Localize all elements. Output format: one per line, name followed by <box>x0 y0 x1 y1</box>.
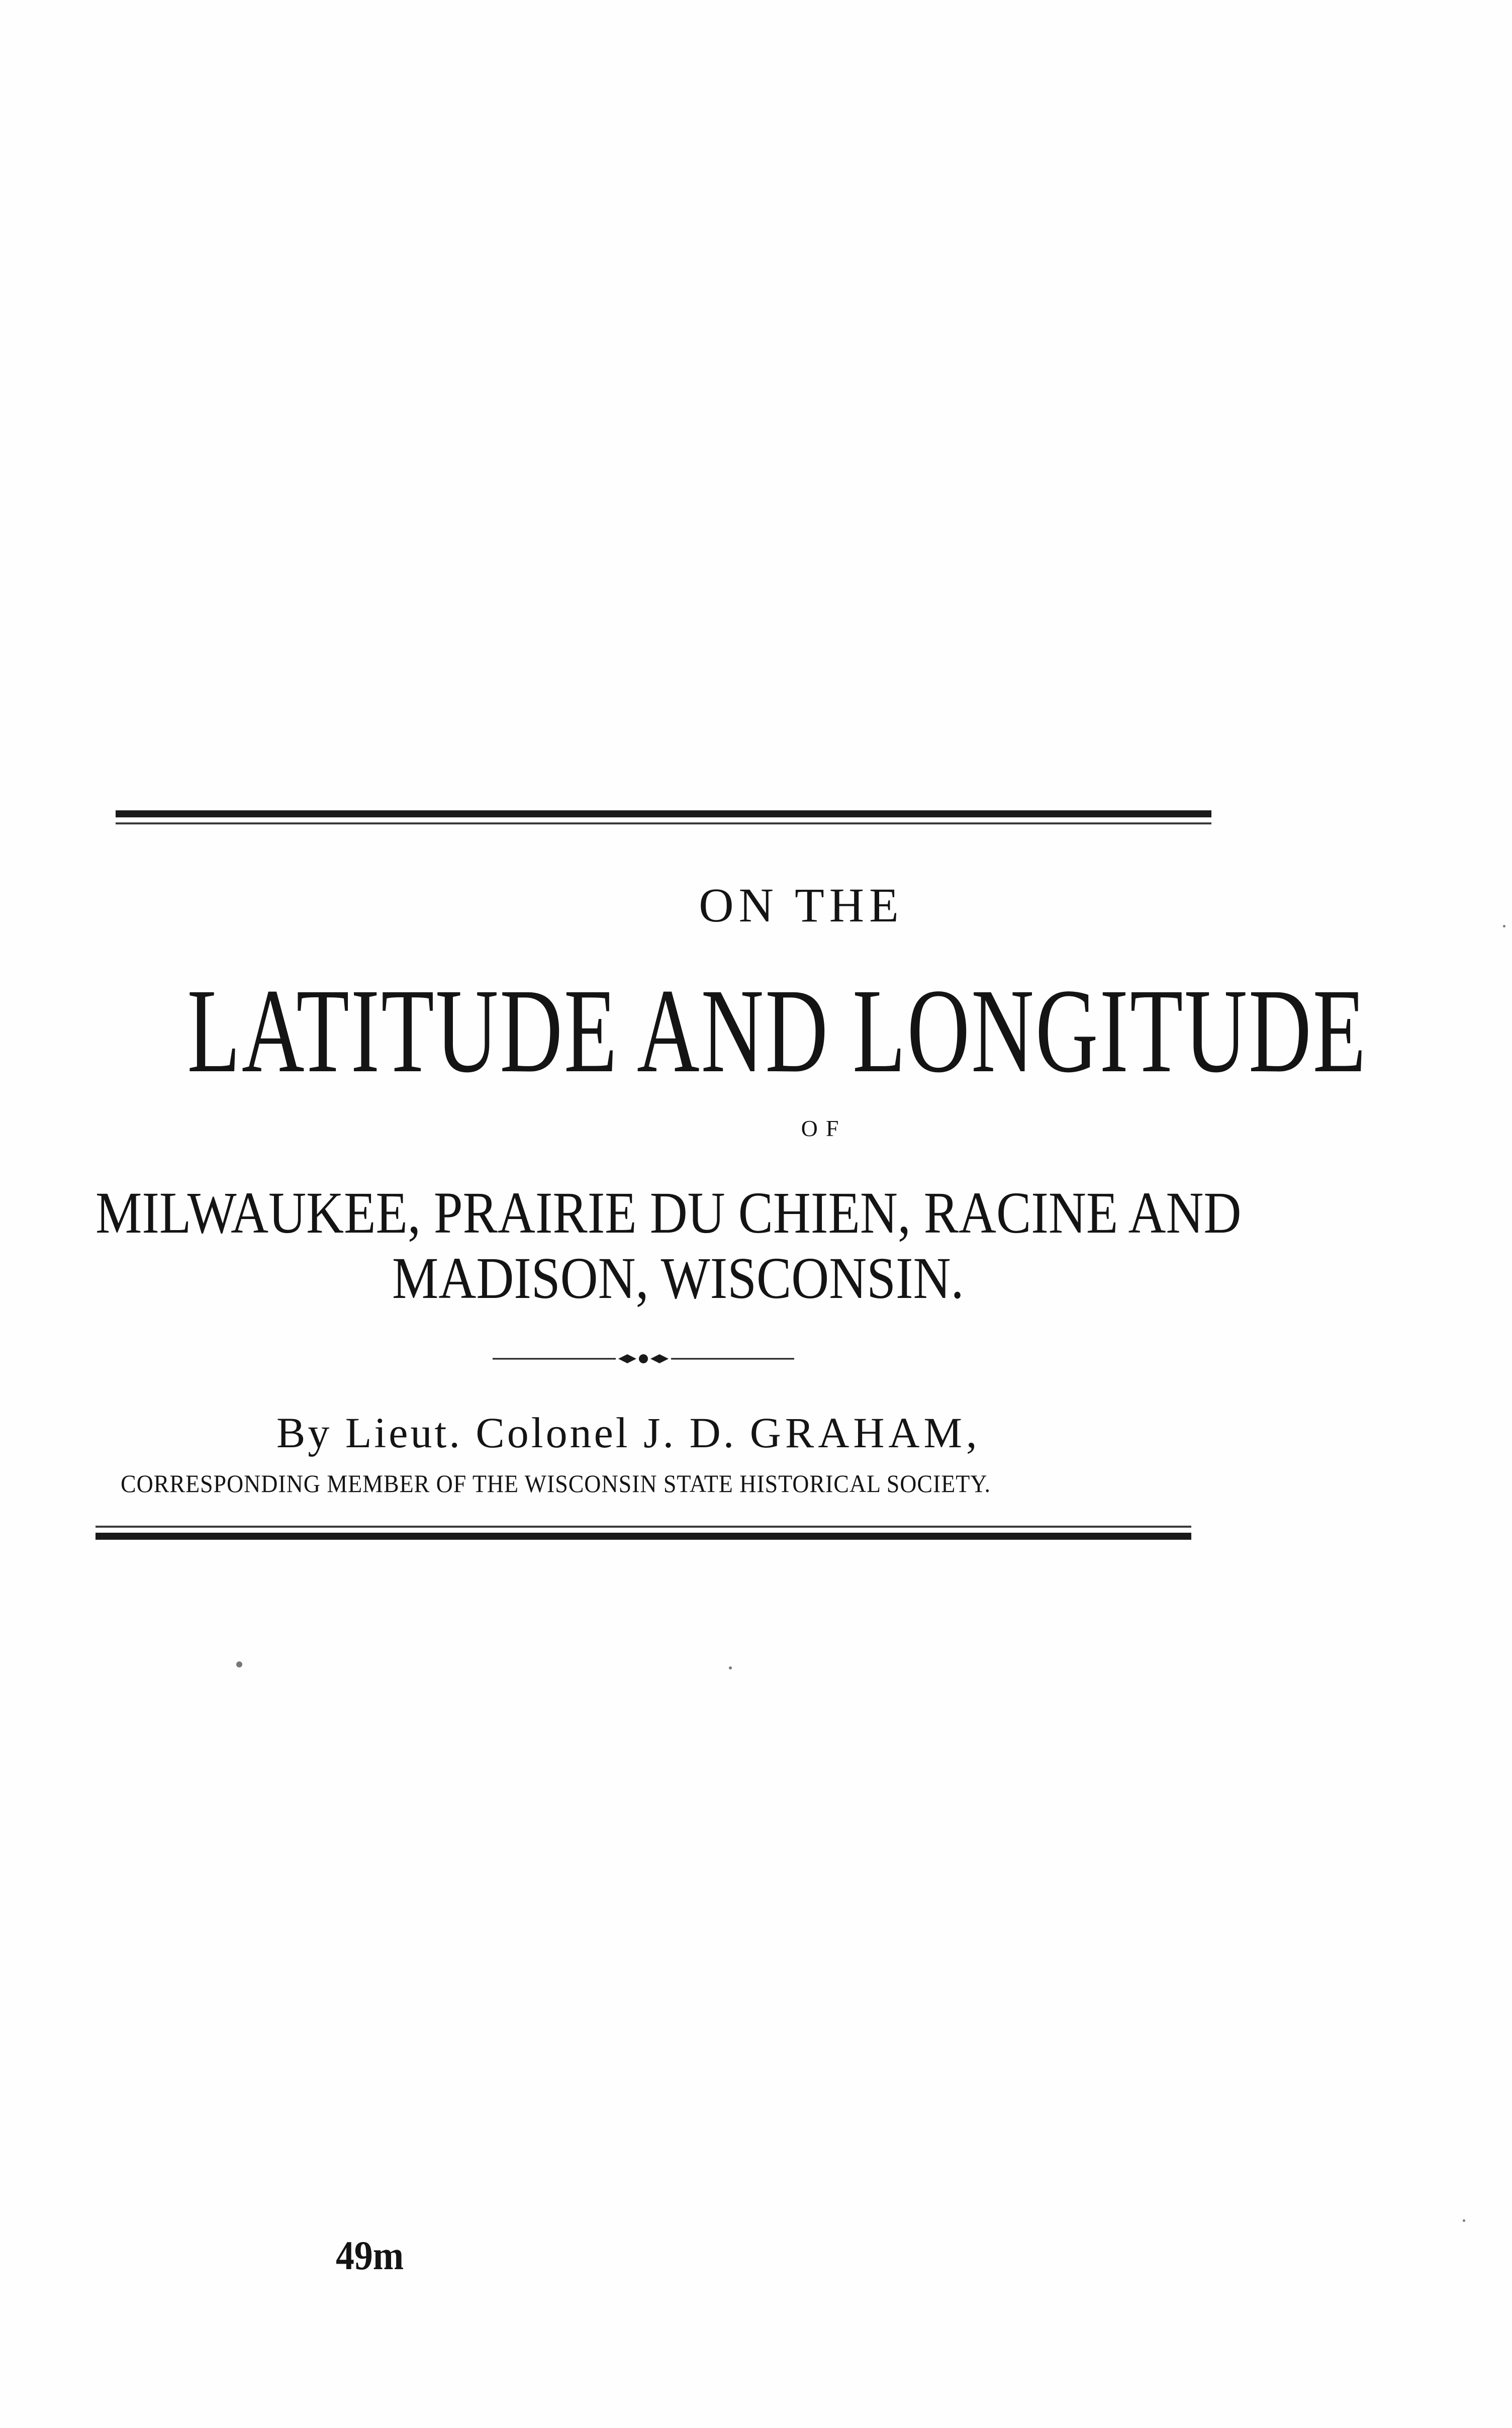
heading-on-the: ON THE <box>699 878 904 932</box>
scan-speck <box>236 1661 242 1667</box>
bottom-double-rule <box>96 1526 1191 1540</box>
diamond-dot-ornament-icon <box>493 1351 794 1366</box>
main-title: LATITUDE AND LONGITUDE <box>187 964 1368 1097</box>
scan-speck <box>729 1666 732 1669</box>
byline-prefix: By Lieut. Colonel J. D. <box>276 1409 737 1457</box>
top-thick-rule <box>116 810 1211 817</box>
places-line-2: MADISON, WISCONSIN. <box>392 1245 964 1311</box>
top-double-rule <box>116 810 1211 824</box>
places-line-1: MILWAUKEE, PRAIRIE DU CHIEN, RACINE AND <box>96 1180 1242 1246</box>
bottom-thick-rule <box>96 1533 1191 1540</box>
byline <box>276 1408 981 1458</box>
member-line: CORRESPONDING MEMBER OF THE WISCONSIN STATE HISTORICAL SOCIETY. <box>121 1469 991 1498</box>
page-number: 49m <box>336 2232 404 2278</box>
scan-speck <box>1503 925 1505 927</box>
heading-of: OF <box>801 1115 847 1141</box>
scan-speck <box>1463 2219 1465 2222</box>
byline-author-name: GRAHAM, <box>749 1409 981 1457</box>
top-thin-rule <box>116 822 1211 824</box>
